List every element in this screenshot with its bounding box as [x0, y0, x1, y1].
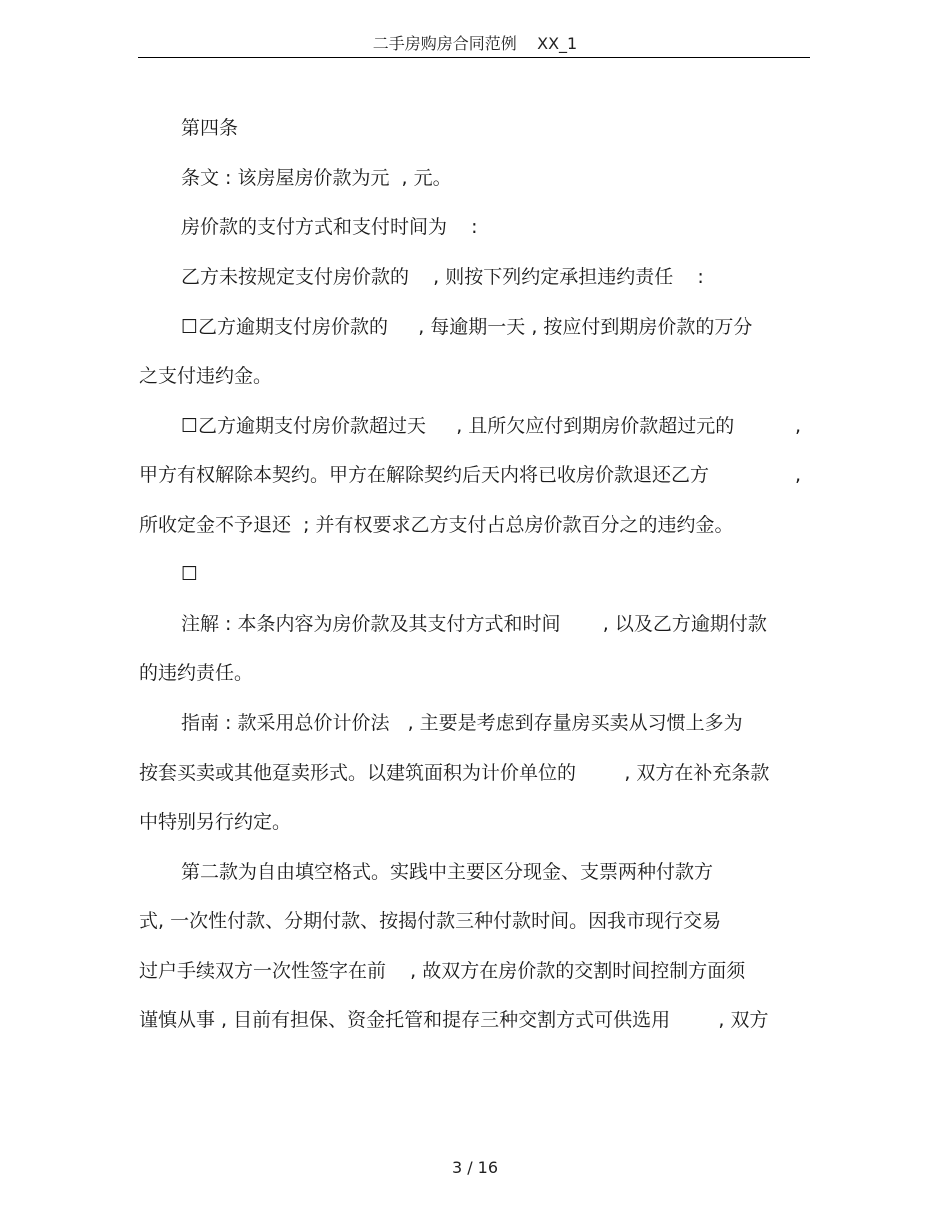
- option-two-trailing-comma-1: ,: [795, 415, 802, 437]
- guide-line-3: 中特别另行约定。: [139, 811, 292, 833]
- option-two-trailing-comma-2: ,: [795, 464, 802, 486]
- option-one-line-2: 之支付违约金。: [139, 365, 273, 387]
- option-two-line-3: 所收定金不予退还 ; 并有权要求乙方支付占总房价款百分之的违约金。: [139, 514, 734, 536]
- page-header-title: 二手房购房合同范例 XX_1: [372, 34, 578, 53]
- annotation-line-2: 的违约责任。: [139, 662, 254, 684]
- option-two-line-2: 甲方有权解除本契约。甲方在解除契约后天内将已收房价款退还乙方: [139, 464, 710, 486]
- header-divider: [138, 57, 810, 58]
- guide-line-1: 指南 : 款采用总价计价法 , 主要是考虑到存量房买卖从习惯上多为: [181, 712, 743, 734]
- second-clause-line-2: 式, 一次性付款、分期付款、按揭付款三种付款时间。因我市现行交易: [139, 910, 722, 932]
- second-clause-line-3: 过户手续双方一次性签字在前 , 故双方在房价款的交割时间控制方面须: [139, 960, 746, 982]
- payment-method-line: 房价款的支付方式和支付时间为 :: [181, 216, 478, 238]
- option-three-checkbox: ☐: [181, 563, 199, 585]
- option-one-line-1: ☐乙方逾期支付房价款的 , 每逾期一天 , 按应付到期房价款的万分: [181, 316, 753, 338]
- article-heading: 第四条: [181, 117, 239, 139]
- breach-intro-line: 乙方未按规定支付房价款的 , 则按下列约定承担违约责任 :: [181, 266, 704, 288]
- guide-line-2: 按套买卖或其他趸卖形式。以建筑面积为计价单位的 , 双方在补充条款: [139, 762, 770, 784]
- option-two-line-1: ☐乙方逾期支付房价款超过天 , 且所欠应付到期房价款超过元的: [181, 415, 735, 437]
- article-text-price: 条文 : 该房屋房价款为元 , 元。: [181, 167, 452, 189]
- second-clause-line-4: 谨慎从事 , 目前有担保、资金托管和提存三种交割方式可供选用 , 双方: [139, 1009, 769, 1031]
- page-number: 3 / 16: [451, 1158, 499, 1177]
- second-clause-line-1: 第二款为自由填空格式。实践中主要区分现金、支票两种付款方: [181, 861, 714, 883]
- annotation-line-1: 注解 : 本条内容为房价款及其支付方式和时间 , 以及乙方逾期付款: [181, 613, 767, 635]
